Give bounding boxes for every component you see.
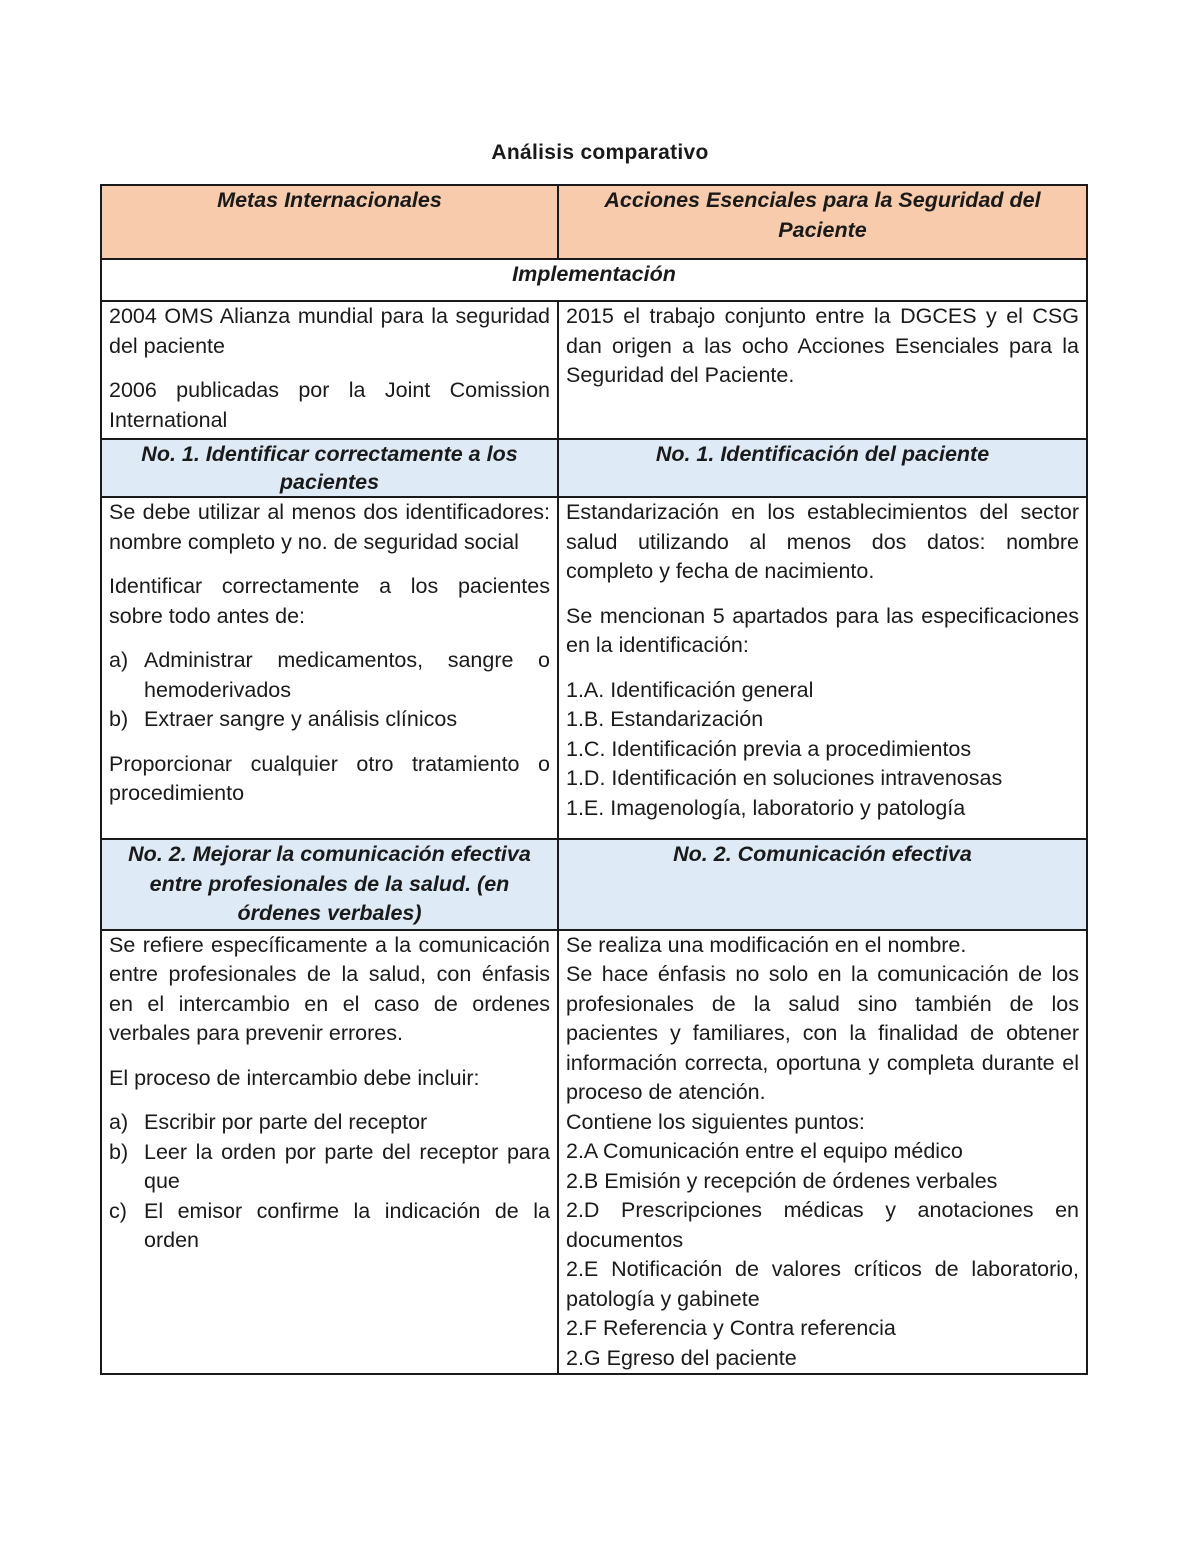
list-item: 1.C. Identificación previa a procedimientos (566, 736, 972, 761)
list-marker: a) (109, 648, 129, 672)
page-title: Análisis comparativo (491, 141, 709, 164)
section2-left-title: No. 2. Mejorar la comunicación efectiva entre profesionales de la salud. (en órdenes verbales) (101, 839, 558, 930)
list-marker: b) (109, 707, 129, 731)
list-marker: c) (109, 1198, 127, 1223)
implementation-right-p1: 2015 el trabajo conjunto entre la DGCES y el CSG dan origen a las ocho Acciones Esenciales para la Seguridad del Paciente. (566, 304, 1079, 387)
list-item: 1.A. Identificación general (566, 677, 814, 702)
list-item: 2.E Notificación de valores críticos de laboratorio, patología y gabinete (566, 1257, 1079, 1311)
list-marker: b) (109, 1139, 129, 1164)
list-item: 2.D Prescripciones médicas y anotaciones en documentos (566, 1198, 1079, 1252)
implementation-row (101, 259, 1087, 301)
section2-header-row (101, 839, 1087, 930)
list-item: 2.G Egreso del paciente (566, 1345, 797, 1370)
list-item (109, 1138, 550, 1197)
list-text: Extraer sangre y análisis clínicos (144, 707, 458, 731)
section1-content-row (101, 497, 1087, 839)
list-item (109, 705, 550, 735)
section1-left-p2: Identificar correctamente a los pacientes sobre todo antes de: (109, 574, 550, 628)
list-text: Leer la orden por parte del receptor para que (144, 1139, 550, 1193)
section1-left-cell (101, 497, 558, 839)
section1-right-p2: Se mencionan 5 apartados para las especificaciones en la identificación: (566, 603, 1079, 657)
section2-left-cell (101, 930, 558, 1375)
header-left: Metas Internacionales (101, 185, 558, 259)
section1-left-p1: Se debe utilizar al menos dos identificadores: nombre completo y no. de seguridad social (109, 500, 550, 554)
section1-right-p1: Estandarización en los establecimientos del sector salud utilizando al menos dos datos: nombre completo y fecha de nacimiento. (566, 500, 1079, 583)
implementation-left-p1: 2004 OMS Alianza mundial para la seguridad del paciente (109, 304, 550, 358)
section2-content-row (101, 930, 1087, 1375)
implementation-label: Implementación (101, 259, 1087, 301)
section2-right-p3: Contiene los siguientes puntos: (566, 1109, 865, 1134)
section2-right-p2: Se hace énfasis no solo en la comunicación de los profesionales de la salud sino también de los pacientes y familiares, con la finalidad de obtener información correcta, oportuna y completa durante el proceso de atención. (566, 962, 1079, 1104)
section2-right-title: No. 2. Comunicación efectiva (558, 839, 1087, 930)
header-row (101, 185, 1087, 259)
list-item (109, 646, 550, 705)
list-item: 2.B Emisión y recepción de órdenes verbales (566, 1168, 998, 1193)
section2-left-p2: El proceso de intercambio debe incluir: (109, 1065, 480, 1090)
list-item: 1.D. Identificación en soluciones intravenosas (566, 766, 1003, 790)
section1-header-row (101, 439, 1087, 497)
list-text: Administrar medicamentos, sangre o hemoderivados (144, 648, 550, 702)
section2-right-p1: Se realiza una modificación en el nombre. (566, 932, 967, 957)
section1-right-cell (558, 497, 1087, 839)
implementation-content-row (101, 301, 1087, 439)
list-item: 2.F Referencia y Contra referencia (566, 1316, 896, 1340)
list-item: 1.B. Estandarización (566, 707, 764, 731)
section2-right-cell (558, 930, 1087, 1375)
list-text: El emisor confirme la indicación de la orden (144, 1198, 550, 1252)
section1-right-title: No. 1. Identificación del paciente (558, 439, 1087, 497)
comparison-table (100, 184, 1088, 1375)
list-item: 1.E. Imagenología, laboratorio y patología (566, 795, 966, 820)
section1-left-p3: Proporcionar cualquier otro tratamiento o procedimiento (109, 751, 550, 805)
section1-left-title: No. 1. Identificar correctamente a los pacientes (101, 439, 558, 497)
list-item: 2.A Comunicación entre el equipo médico (566, 1139, 963, 1163)
header-right: Acciones Esenciales para la Seguridad del Paciente (558, 185, 1087, 259)
list-text: Escribir por parte del receptor (144, 1110, 428, 1134)
implementation-right-cell (558, 301, 1087, 439)
implementation-left-p2: 2006 publicadas por la Joint Comission International (109, 378, 550, 432)
list-marker: a) (109, 1110, 129, 1134)
section2-left-p1: Se refiere específicamente a la comunicación entre profesionales de la salud, con énfasis en el intercambio en el caso de ordenes verbales para prevenir errores. (109, 932, 550, 1045)
implementation-left-cell (101, 301, 558, 439)
list-item (109, 1197, 550, 1256)
list-item (109, 1108, 550, 1138)
